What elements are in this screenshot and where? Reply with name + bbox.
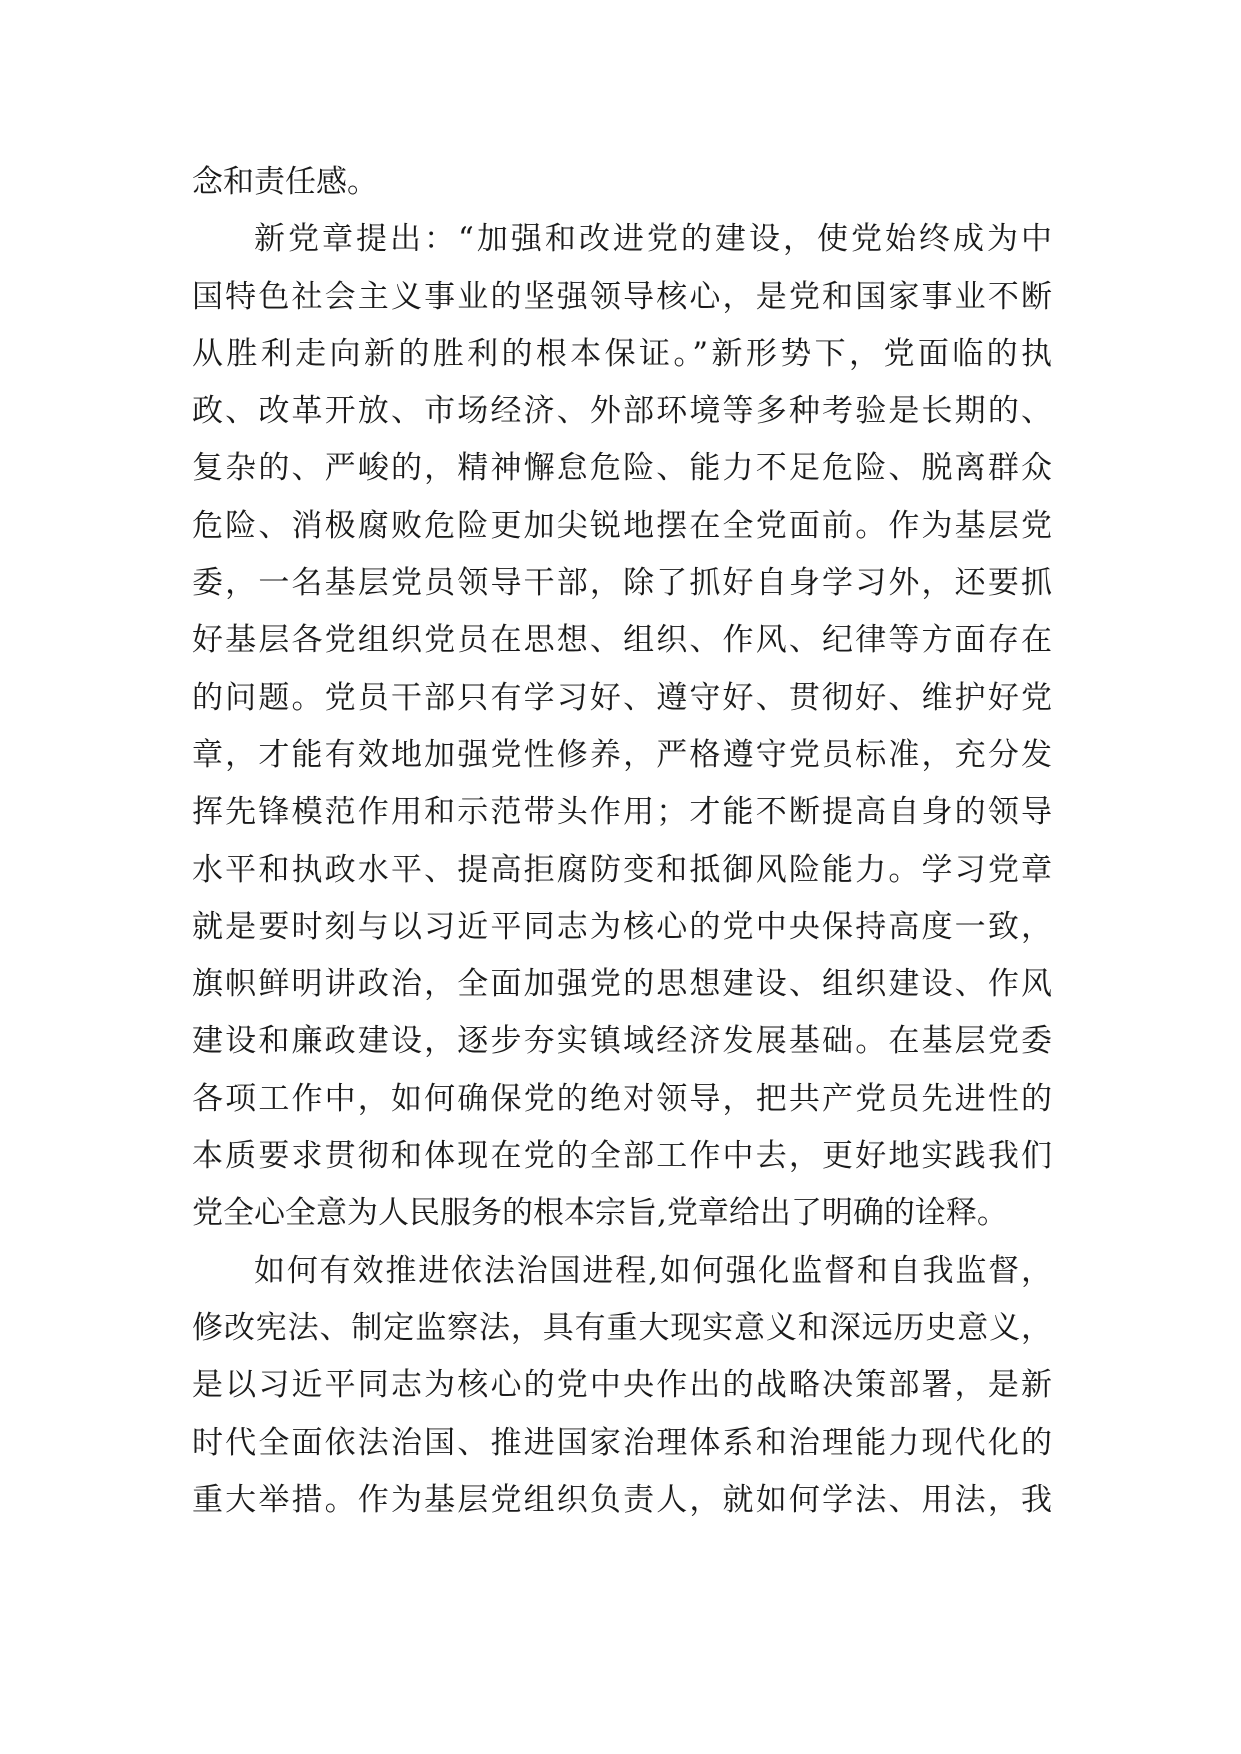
text-line: 的问题。党员干部只有学习好、遵守好、贯彻好、维护好党 — [192, 679, 1052, 716]
text-line: 本质要求贯彻和体现在党的全部工作中去，更好地实践我们 — [192, 1138, 1052, 1175]
text-line: 挥先锋模范作用和示范带头作用；才能不断提高自身的领导 — [192, 794, 1052, 831]
text-line: 政、改革开放、市场经济、外部环境等多种考验是长期的、 — [192, 393, 1052, 430]
text-line: 重大举措。作为基层党组织负责人，就如何学法、用法，我 — [192, 1481, 1052, 1518]
text-line: 好基层各党组织党员在思想、组织、作风、纪律等方面存在 — [192, 622, 1052, 659]
document-body — [192, 154, 1052, 1529]
text-line: 国特色社会主义事业的坚强领导核心，是党和国家事业不断 — [192, 278, 1052, 315]
text-line: 是以习近平同志为核心的党中央作出的战略决策部署，是新 — [192, 1367, 1052, 1404]
text-line: 建设和廉政建设，逐步夯实镇域经济发展基础。在基层党委 — [192, 1023, 1052, 1060]
text-line: 念和责任感。 — [192, 164, 378, 200]
text-line: 从胜利走向新的胜利的根本保证。”新形势下，党面临的执 — [192, 335, 1052, 372]
text-line: 水平和执政水平、提高拒腐防变和抵御风险能力。学习党章 — [192, 851, 1052, 888]
text-line: 时代全面依法治国、推进国家治理体系和治理能力现代化的 — [192, 1424, 1052, 1461]
text-line: 复杂的、严峻的，精神懈怠危险、能力不足危险、脱离群众 — [192, 450, 1052, 487]
text-line: 如何有效推进依法治国进程,如何强化监督和自我监督， — [254, 1252, 1052, 1289]
text-line: 新党章提出：“加强和改进党的建设，使党始终成为中 — [254, 221, 1052, 258]
text-line: 旗帜鲜明讲政治，全面加强党的思想建设、组织建设、作风 — [192, 966, 1052, 1003]
text-line: 各项工作中，如何确保党的绝对领导，把共产党员先进性的 — [192, 1080, 1052, 1117]
text-line: 危险、消极腐败危险更加尖锐地摆在全党面前。作为基层党 — [192, 507, 1052, 544]
text-line: 党全心全意为人民服务的根本宗旨,党章给出了明确的诠释。 — [192, 1195, 1008, 1232]
text-line: 修改宪法、制定监察法，具有重大现实意义和深远历史意义， — [192, 1309, 1052, 1346]
text-line: 委，一名基层党员领导干部，除了抓好自身学习外，还要抓 — [192, 565, 1052, 602]
text-line: 章，才能有效地加强党性修养，严格遵守党员标准，充分发 — [192, 736, 1052, 773]
text-line: 就是要时刻与以习近平同志为核心的党中央保持高度一致， — [192, 908, 1052, 945]
